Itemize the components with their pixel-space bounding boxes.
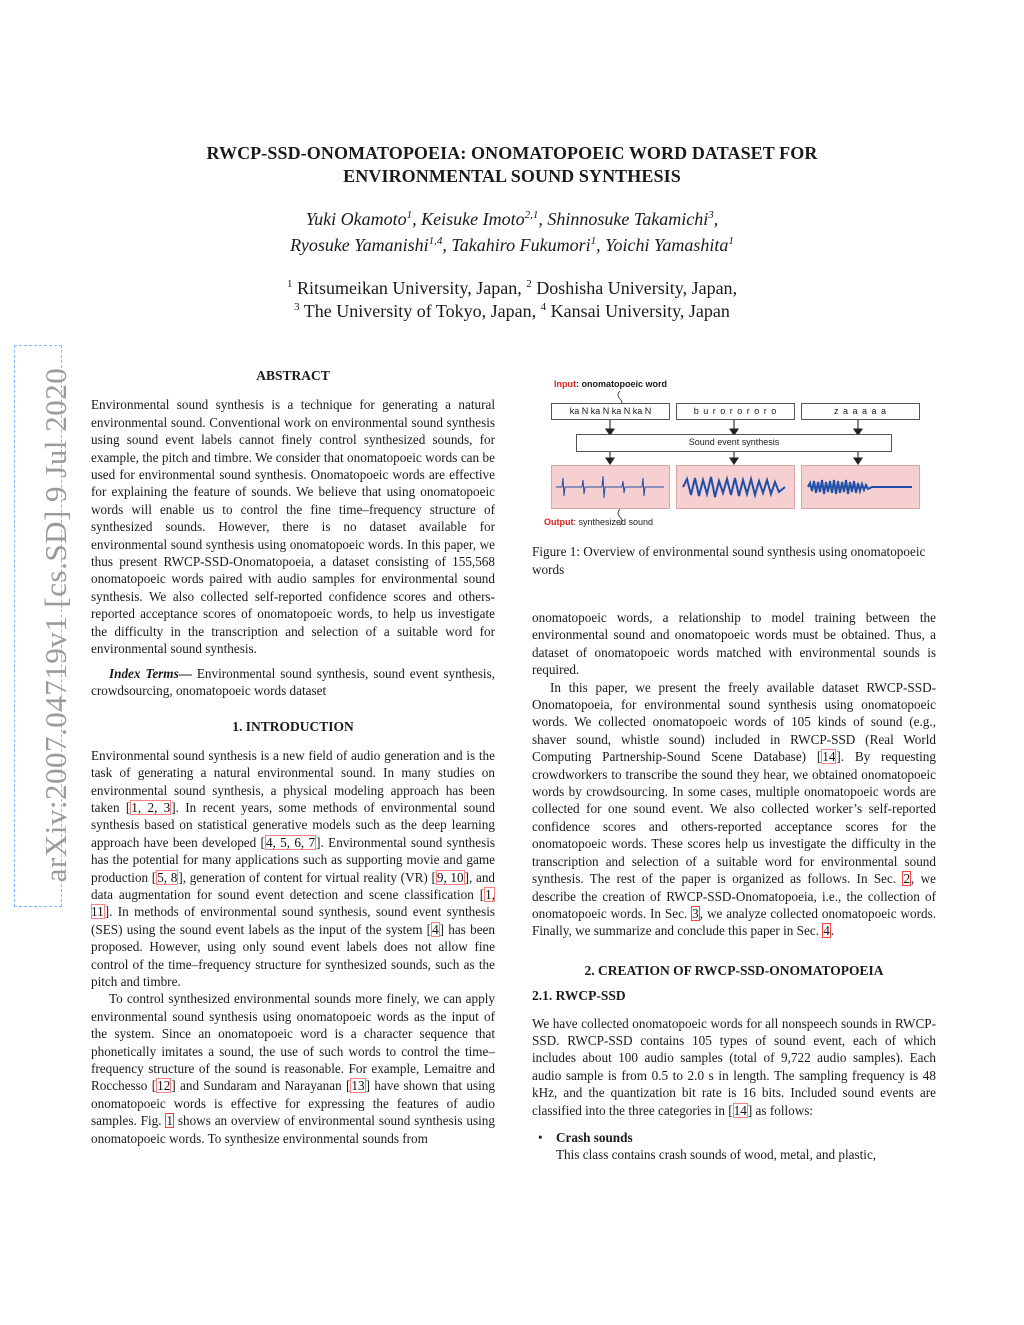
section-2-1-paragraph [532, 1015, 936, 1119]
index-terms [91, 665, 495, 700]
section-ref-link[interactable]: 4 [823, 923, 830, 939]
section-2-heading: 2. CREATION OF RWCP-SSD-ONOMATOPOEIA [584, 962, 884, 978]
subsection-2-1-heading: 2.1. RWCP-SSD [532, 988, 626, 1004]
right-paragraph-1 [532, 679, 936, 940]
figure-ref-link[interactable]: 1 [166, 1113, 173, 1129]
intro-text: ]. In methods of environmental sound synthesis, sound event synthesis (SES) using the sound event labels as the input of the system [ [91, 904, 495, 937]
waveform-3-graphic [802, 466, 919, 508]
right-text: . [830, 923, 835, 939]
author-name: Shinnosuke Takamichi [547, 209, 709, 229]
waveform-2-graphic [677, 466, 794, 508]
intro-text: ], generation of content for virtual reality (VR) [ [178, 869, 436, 885]
affil-num: 1 [286, 278, 293, 290]
intro-text: ] has been proposed. However, using only sound event labels does not allow fine control of the time–frequency structure for synthesized sounds, such as the pitch and timbre. [91, 921, 495, 989]
left-column [91, 367, 495, 1147]
section-ref-link[interactable]: 2 [903, 871, 911, 887]
arxiv-stamp[interactable] [14, 345, 73, 905]
index-terms-text: Environmental sound synthesis, sound event synthesis, crowdsourcing, onomatopoeic words dataset [91, 665, 495, 698]
right-text: We have collected onomatopoeic words for all nonspeech sounds in RWCP-SSD. RWCP-SSD contains 105 types of sound event, each of which includes about 100 audio samples (total of 9,722 audio samples). Each audio sample is from 0.5 to 2.0 s in length. The sampling frequency is 48 kHz, and the quantization bit rate is 16 bits. Included sound events are classified into the three categories in [ [532, 1015, 936, 1118]
intro-text: ], and data augmentation for sound event detection and scene classification [ [91, 869, 496, 902]
affil-name: The University of Tokyo, Japan [303, 301, 532, 321]
sound-event-synthesis-box: Sound event synthesis [576, 434, 892, 452]
affiliations: $^1$ Ritsumeikan University, Japan, $^2$ Doshisha University, Japan, $^3$ The University of Tokyo, Japan, $^4$ Kansai University, Japan [286, 278, 738, 321]
citation-link[interactable]: 12 [157, 1078, 171, 1094]
author-aff: 1 [406, 209, 413, 221]
figure-output-label [544, 517, 653, 527]
list-item [532, 1129, 936, 1164]
bullet-text: This class contains crash sounds of wood, metal, and plastic, [556, 1147, 877, 1163]
author-name: Yuki Okamoto [305, 209, 407, 229]
waveform-1 [551, 465, 670, 509]
intro-heading: 1. INTRODUCTION [232, 719, 354, 735]
citation-link[interactable]: 14 [822, 749, 836, 765]
bullet-title: Crash sounds [556, 1129, 633, 1145]
author-aff: 1 [590, 235, 597, 247]
waveform-3 [801, 465, 920, 509]
waveform-1-graphic [552, 466, 669, 508]
input-label: Input [554, 379, 576, 389]
affil-name: Ritsumeikan University, Japan [296, 278, 518, 298]
figure-1-caption: Figure 1: Overview of environmental sound synthesis using onomatopoeic words [532, 544, 926, 577]
intro-paragraph-1 [91, 747, 495, 991]
author-name: Ryosuke Yamanishi [290, 235, 429, 255]
author-aff: 3 [708, 209, 714, 221]
intro-text: ]. In recent years, some methods of environmental sound synthesis based on statistical generative models such as the deep learning approach have been developed [ [91, 799, 495, 850]
section-ref-link[interactable]: 3 [692, 905, 699, 921]
intro-text: ] and Sundaram and Narayanan [ [171, 1078, 351, 1094]
citation-link[interactable]: 4 [432, 921, 439, 937]
right-text: ] as follows: [747, 1102, 814, 1118]
author-name: Yoichi Yamashita [605, 235, 729, 255]
right-text: ]. By requesting crowdworkers to transcribe the sound they hear, we obtained onomatopoeic words by crowdsourcing. In some cases, multiple onomatopoeic words are collected for one sound event. We also collected worker’s self-reported confidence scores and others-reported acceptance scores for the onomatopoeic words. These scores help us investigate the difficulty in the transcription and selection of a suitable word for environmental sound synthesis. The rest of the paper is organized as follows. In Sec. [532, 749, 936, 887]
affil-name: Kansai University, Japan [550, 301, 730, 321]
right-paragraph-0: onomatopoeic words, a relationship to model training between the environmental sound and onomatopoeic words must be obtained. Thus, a dataset of onomatopoeic words matched with environmental sounds is required. [532, 610, 936, 678]
input-desc: : onomatopoeic word [576, 379, 667, 389]
citation-link[interactable]: 14 [733, 1102, 747, 1118]
index-terms-label: Index Terms— [109, 665, 192, 681]
category-list [532, 1129, 936, 1164]
title-line-2: ENVIRONMENTAL SOUND SYNTHESIS [343, 166, 681, 186]
paper-title [0, 142, 1024, 188]
citation-link[interactable]: 9, 10 [436, 869, 464, 885]
citation-link[interactable]: 5, 8 [157, 869, 178, 885]
word-box-1: ka N ka N ka N ka N [551, 403, 670, 420]
right-text: , we analyze collected onomatopoeic words. Finally, we summarize and conclude this paper in Sec. [532, 905, 936, 939]
figure-1 [542, 377, 922, 531]
author-name: Takahiro Fukumori [451, 235, 591, 255]
author-aff: 2,1 [524, 209, 539, 221]
word-box-2: b u r o r o r o r o [676, 403, 795, 420]
waveform-2 [676, 465, 795, 509]
citation-link[interactable]: 4, 5, 6, 7 [265, 834, 316, 850]
intro-text: To control synthesized environmental sounds more finely, we can apply environmental sound synthesis using onomatopoeic words as the input of the system. Since an onomatopoeic word is a character sequence that phonetically imitates a sound, the use of such words to control the time–frequency structure of the sound is reasonable. For example, Lemaitre and Rocchesso [ [91, 991, 495, 1094]
author-aff: 1,4 [428, 235, 443, 247]
citation-link[interactable]: 1, 2, 3 [131, 799, 171, 815]
output-desc: : synthesized sound [573, 517, 654, 527]
affil-name: Doshisha University, Japan [536, 278, 733, 298]
intro-paragraph-2 [91, 990, 495, 1147]
affil-num: 4 [540, 301, 547, 313]
citation-link[interactable]: 1, 11 [91, 886, 495, 920]
intro-text: shows an overview of environmental sound synthesis using onomatopoeic words. To synthesize environmental sounds from [91, 1113, 495, 1146]
author-aff: 1 [728, 235, 734, 247]
title-line-1: RWCP-SSD-ONOMATOPOEIA: ONOMATOPOEIC WORD DATASET FOR [206, 143, 818, 163]
bullet-icon: • [538, 1129, 543, 1145]
intro-text: Environmental sound synthesis is a new field of audio generation and is the task of generating a natural environmental sound. In many studies on environmental sound synthesis, a physical modeling approach has been taken [ [91, 747, 495, 815]
citation-link[interactable]: 13 [351, 1078, 365, 1094]
abstract-heading: ABSTRACT [256, 368, 330, 383]
affil-num: 2 [526, 278, 532, 290]
output-label: Output [544, 517, 574, 527]
right-column [532, 609, 936, 1164]
author-name: Keisuke Imoto [421, 209, 525, 229]
affil-num: 3 [294, 301, 300, 313]
right-text: In this paper, we present the freely available dataset RWCP-SSD-Onomatopoeia, for environmental sound synthesis using onomatopoeic words. We collected onomatopoeic words of 105 kinds of sound (e.g., shaver sound, whistle sound) included in RWCP-SSD (Real World Computing Partnership-Sound Scene Database) [ [532, 679, 936, 765]
abstract-text: Environmental sound synthesis is a technique for generating a natural environmental sound. Conventional work on environmental sound synthesis using sound event labels cannot finely control synthesized sounds, for example, the pitch and timbre. We consider that onomatopoeic words can be used for environmental sound synthesis. Onomatopoeic words are effective for explaining the feature of sounds. We believe that using onomatopoeic words will enable us to control the fine time–frequency structure of synthesized sounds. However, there is no dataset available for environmental sound synthesis using onomatopoeic words. In this paper, we thus present RWCP-SSD-Onomatopoeia, a dataset consisting of 155,568 onomatopoeic words paired with audio samples for environmental sound synthesis. We also collected self-reported confidence scores and others-reported acceptance scores of onomatopoeic words, to help us investigate the difficulty in the transcription and selection of a suitable word for environmental sound synthesis. [91, 397, 495, 657]
intro-text: ] have shown that using onomatopoeic words is effective for expressing the features of audio samples. Fig. [91, 1078, 495, 1129]
arxiv-id[interactable]: arXiv:2007.04719v1 [cs.SD] 9 Jul 2020 [38, 367, 73, 883]
author-list: Yuki Okamoto$^1$, Keisuke Imoto$^{2,1}$, Shinnosuke Takamichi$^3$, Ryosuke Yamanishi$^{1,4}$, Takahiro Fukumori$^1$, Yoichi Yamashita$^1$ [290, 209, 734, 255]
right-text: , we describe the creation of RWCP-SSD-Onomatopoeia, i.e., the collection of onomatopoeic words. In Sec. [532, 871, 936, 921]
intro-text: ]. Environmental sound synthesis has the potential for many applications such as supporting movie and game production [ [91, 834, 495, 885]
word-box-3: z a a a a a [801, 403, 920, 420]
